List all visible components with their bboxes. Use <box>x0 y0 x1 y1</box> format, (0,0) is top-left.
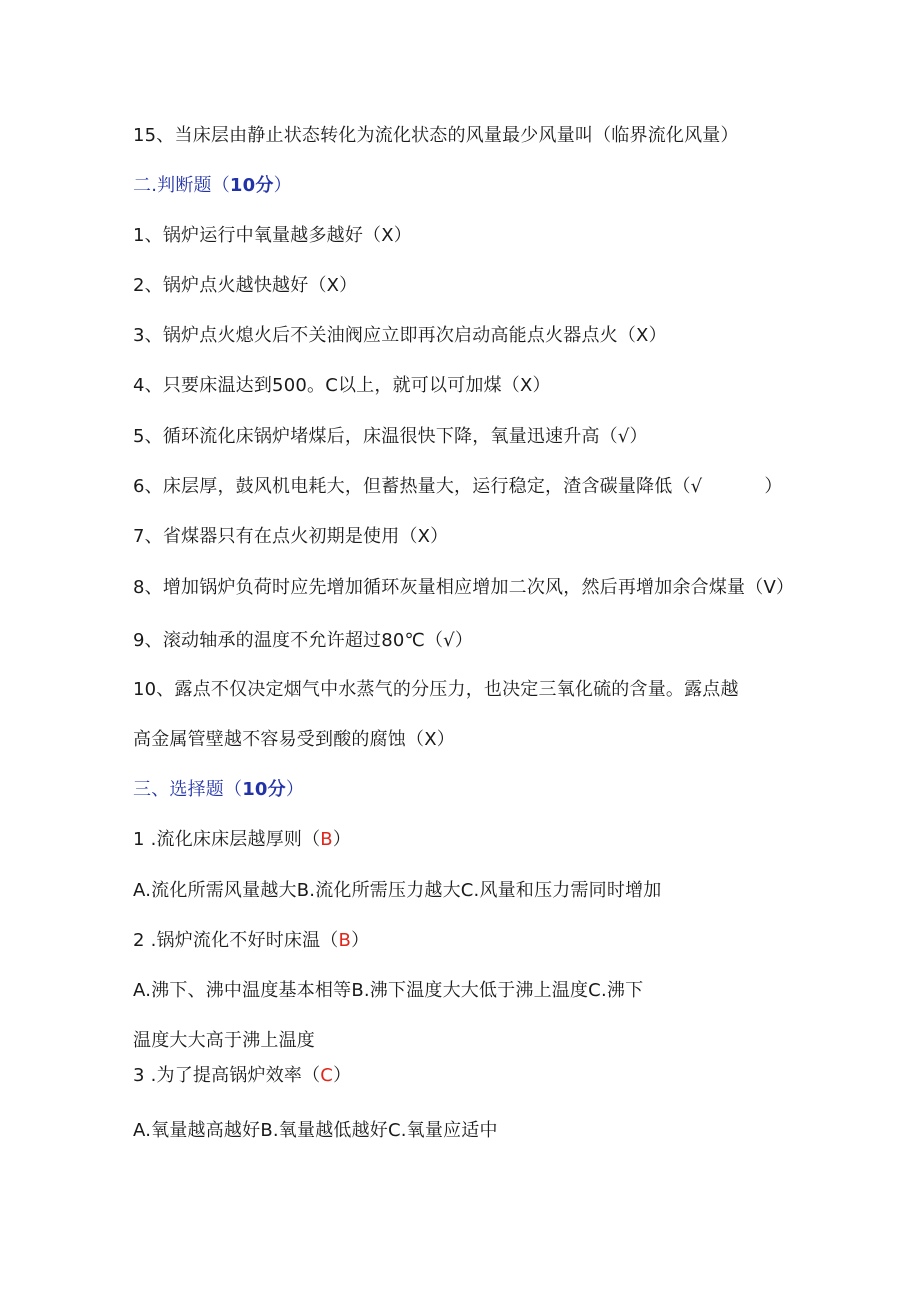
choice-2-options-line-1: A.沸下、沸中温度基本相等B.沸下温度大大低于沸上温度C.沸下 <box>133 980 644 1001</box>
judgement-10-line-1: 10、露点不仅决定烟气中水蒸气的分压力，也决定三氧化硫的含量。露点越 <box>133 679 739 700</box>
judgement-6 <box>133 476 783 498</box>
judgement-2: 2、锅炉点火越快越好（X） <box>133 275 358 296</box>
judgement-10-line-2: 高金属管壁越不容易受到酸的腐蚀（X） <box>133 729 455 750</box>
judgement-6-text: 6、床层厚，鼓风机电耗大，但蓄热量大，运行稳定，渣含碳量降低（√ <box>133 476 703 497</box>
judgement-4: 4、只要床温达到500。C以上，就可以可加煤（X） <box>133 375 551 396</box>
choice-3-answer: C <box>320 1065 334 1086</box>
choice-1-options: A.流化所需风量越大B.流化所需压力越大C.风量和压力需同时增加 <box>133 880 662 901</box>
choice-2-text: 2 .锅炉流化不好时床温（ <box>133 930 339 951</box>
question-15: 15、当床层由静止状态转化为流化状态的风量最少风量叫（临界流化风量） <box>133 125 739 146</box>
judgement-9: 9、滚动轴承的温度不允许超过80℃（√） <box>133 630 474 651</box>
choice-2-options-line-2: 温度大大高于沸上温度 <box>133 1030 315 1051</box>
choice-2-question <box>133 930 369 952</box>
choice-3-text: 3 .为了提高锅炉效率（ <box>133 1065 321 1086</box>
choice-3-close: ） <box>333 1065 352 1086</box>
choice-1-close: ） <box>332 829 352 850</box>
judgement-6-close: ） <box>764 476 783 497</box>
section-3-points: 10分 <box>242 779 286 800</box>
choice-2-answer: B <box>338 930 352 951</box>
section-2-close: ） <box>273 175 292 196</box>
section-3-heading <box>133 779 304 801</box>
section-2-title: 二.判断题（ <box>133 175 230 196</box>
judgement-1: 1、锅炉运行中氧量越多越好（X） <box>133 225 412 246</box>
choice-2-close: ） <box>351 930 370 951</box>
choice-3-question <box>133 1065 351 1087</box>
choice-1-question <box>133 829 351 851</box>
judgement-3: 3、锅炉点火熄火后不关油阀应立即再次启动高能点火器点火（X） <box>133 325 667 346</box>
section-3-close: ） <box>285 779 305 800</box>
judgement-5: 5、循环流化床锅炉堵煤后，床温很快下降，氧量迅速升高（√） <box>133 426 648 447</box>
judgement-7: 7、省煤器只有在点火初期是使用（X） <box>133 526 449 547</box>
section-2-heading <box>133 175 292 197</box>
section-3-title: 三、选择题（ <box>133 779 243 800</box>
choice-1-text: 1 .流化床床层越厚则（ <box>133 829 321 850</box>
section-2-points: 10分 <box>229 175 274 196</box>
choice-1-answer: B <box>320 829 333 850</box>
judgement-8: 8、增加锅炉负荷时应先增加循环灰量相应增加二次风，然后再增加余合煤量（V） <box>133 577 795 598</box>
choice-3-options: A.氧量越高越好B.氧量越低越好C.氧量应适中 <box>133 1120 498 1141</box>
